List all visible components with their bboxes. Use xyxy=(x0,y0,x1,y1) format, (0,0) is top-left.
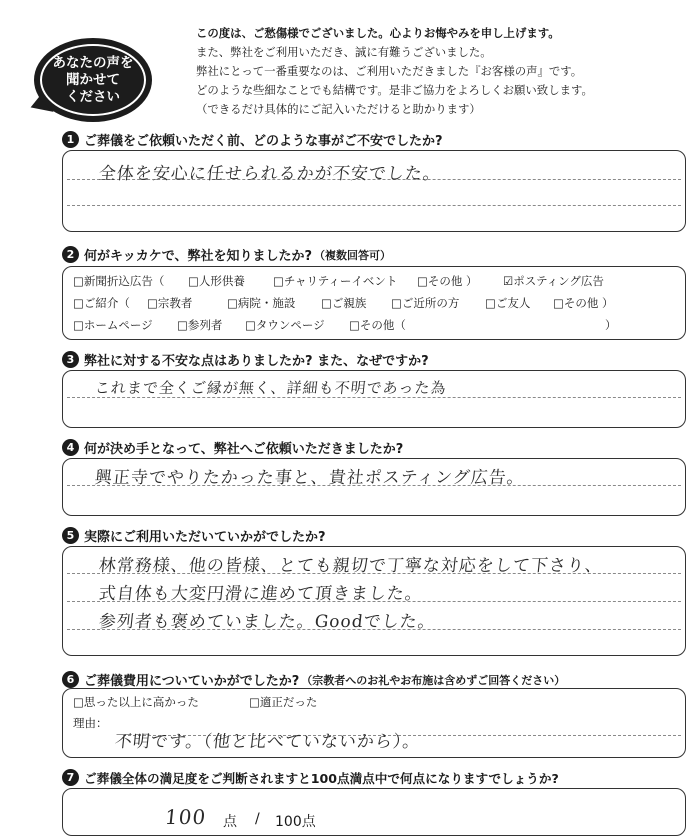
score-handwriting: 100 xyxy=(163,805,208,829)
option-posting-ad[interactable]: ☑ポスティング広告 xyxy=(503,274,604,288)
bubble-line-2: 聞かせて xyxy=(66,71,120,88)
option-other-1[interactable]: □その他 ） xyxy=(417,274,478,288)
question-2-sub: （複数回答可） xyxy=(314,248,392,262)
option-relatives[interactable]: □ご親族 xyxy=(321,296,367,310)
question-number-4: 4 xyxy=(62,439,79,456)
option-expensive[interactable]: □思った以上に高かった xyxy=(73,695,199,709)
reason-label: 理由： xyxy=(73,716,108,730)
intro-text xyxy=(196,24,686,119)
question-5 xyxy=(62,526,326,545)
answer-box-6 xyxy=(62,688,686,758)
answer-box-1[interactable] xyxy=(62,150,686,232)
question-2 xyxy=(62,245,391,264)
question-number-7: 7 xyxy=(62,769,79,786)
option-other-3[interactable]: □その他（ xyxy=(349,318,406,332)
question-6 xyxy=(62,670,565,689)
option-charity-event[interactable]: □チャリティーイベント xyxy=(273,274,398,288)
option-neighbors[interactable]: □ご近所の方 xyxy=(391,296,460,310)
option-hospital[interactable]: □病院・施設 xyxy=(227,296,296,310)
option-referral[interactable]: □ご紹介（ xyxy=(73,296,130,310)
answer-box-3[interactable] xyxy=(62,370,686,428)
score-slash: / xyxy=(255,811,260,827)
question-number-6: 6 xyxy=(62,671,79,688)
answer-box-4[interactable] xyxy=(62,458,686,516)
intro-line-4: どのような些細なことでも結構です。是非ご協力をよろしくお願い致します。 xyxy=(196,83,593,97)
bubble-line-3: ください xyxy=(66,88,120,105)
question-3 xyxy=(62,350,429,369)
option-townpage[interactable]: □タウンページ xyxy=(245,318,325,332)
option-reasonable[interactable]: □適正だった xyxy=(249,695,318,709)
question-number-5: 5 xyxy=(62,527,79,544)
option-newspaper[interactable]: □新聞折込広告（ xyxy=(73,274,165,288)
options-box-2 xyxy=(62,266,686,340)
answer-6-handwriting: 不明です。（他と比べていないから）。 xyxy=(113,732,422,752)
question-1-text: ご葬儀をご依頼いただく前、どのような事がご不安でしたか? xyxy=(84,134,443,149)
intro-line-1: この度は、ご愁傷様でございました。心よりお悔やみを申し上げます。 xyxy=(196,26,560,40)
option-other-3-close: ） xyxy=(605,318,617,332)
score-box-7[interactable] xyxy=(62,788,686,836)
question-7-text: ご葬儀全体の満足度をご判断されますと100点満点中で何点になりますでしょうか? xyxy=(84,771,559,786)
intro-line-2: また、弊社をご利用いただき、誠に有難うございました。 xyxy=(196,45,492,59)
question-number-1: 1 xyxy=(62,131,79,148)
option-clergy[interactable]: □宗教者 xyxy=(147,296,193,310)
question-number-3: 3 xyxy=(62,351,79,368)
question-7 xyxy=(62,768,559,787)
option-attendee[interactable]: □参列者 xyxy=(177,318,223,332)
option-doll-memorial[interactable]: □人形供養 xyxy=(188,274,245,288)
voice-bubble-text xyxy=(40,44,146,116)
question-3-text: 弊社に対する不安な点はありましたか? また、なぜですか? xyxy=(84,354,429,369)
answer-5-line-2: 式自体も大変円滑に進めて頂きました。 xyxy=(97,584,424,604)
question-5-text: 実際にご利用いただいていかがでしたか? xyxy=(84,530,326,545)
option-homepage[interactable]: □ホームページ xyxy=(73,318,153,332)
question-6-text: ご葬儀費用についていかがでしたか? xyxy=(84,674,300,689)
score-point-label: 点 xyxy=(223,814,237,830)
question-6-sub: （宗教者へのお礼やお布施は含めずご回答ください） xyxy=(301,673,566,687)
answer-3-handwriting: これまで全くご縁が無く、詳細も不明であった為 xyxy=(94,379,448,397)
question-number-2: 2 xyxy=(62,246,79,263)
options-row-2 xyxy=(73,295,673,313)
bubble-line-1: あなたの声を xyxy=(52,54,134,71)
answer-1-handwriting: 全体を安心に任せられるかが不安でした。 xyxy=(97,164,442,184)
options-row-3 xyxy=(73,317,673,335)
options-row-1 xyxy=(73,273,673,291)
voice-bubble xyxy=(34,38,152,122)
question-2-text: 何がキッカケで、弊社を知りましたか? xyxy=(84,249,313,264)
question-4-text: 何が決め手となって、弊社へご依頼いただきましたか? xyxy=(84,442,404,457)
question-4 xyxy=(62,438,403,457)
answer-4-handwriting: 興正寺でやりたかった事と、貴社ポスティング広告。 xyxy=(93,468,526,488)
intro-line-3: 弊社にとって一番重要なのは、ご利用いただきました『お客様の声』です。 xyxy=(196,64,583,78)
intro-line-5: （できるだけ具体的にご記入いただけると助かります） xyxy=(196,102,481,116)
score-max: 100点 xyxy=(275,814,316,830)
option-friends[interactable]: □ご友人 xyxy=(485,296,531,310)
option-other-2[interactable]: □その他 ） xyxy=(553,296,614,310)
question-1 xyxy=(62,130,443,149)
answer-5-line-3: 参列者も褒めていました。Goodでした。 xyxy=(97,612,437,632)
answer-box-5[interactable] xyxy=(62,546,686,656)
answer-5-line-1: 林常務様、他の皆様、とても親切で丁寧な対応をして下さり、 xyxy=(97,556,604,576)
